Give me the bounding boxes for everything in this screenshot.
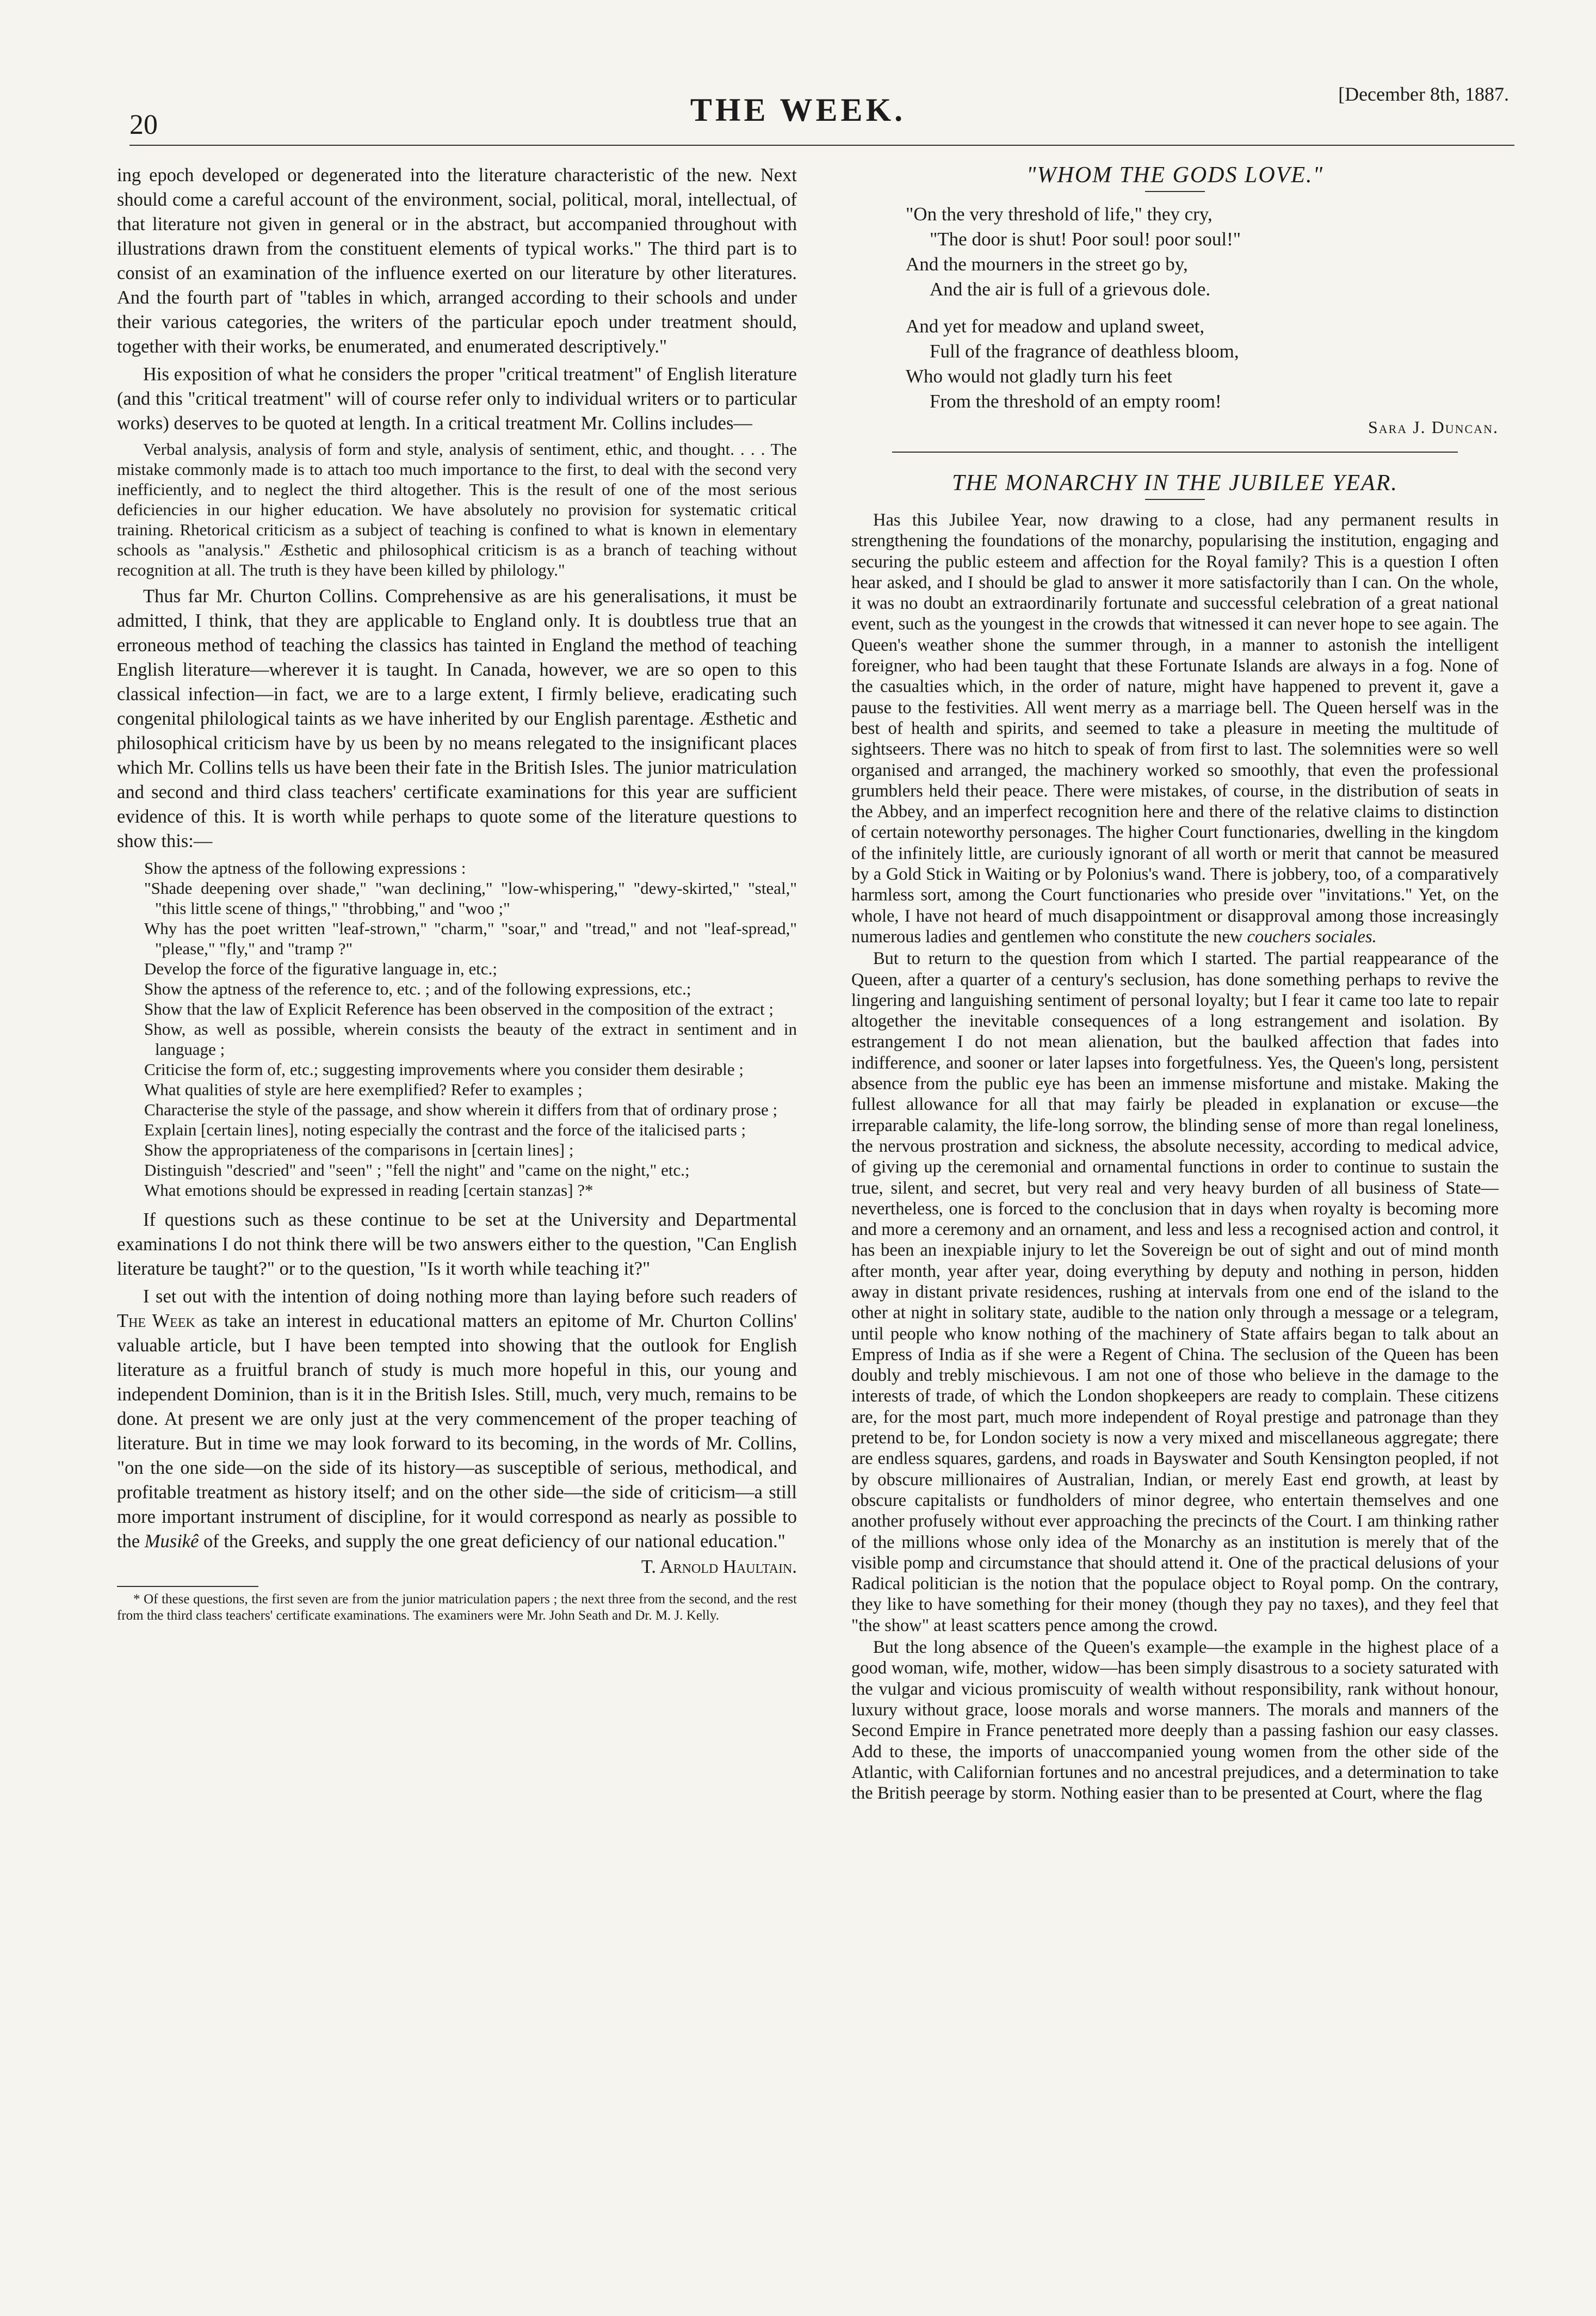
poem (906, 202, 1499, 414)
question-list (117, 858, 797, 1200)
question-item: What emotions should be expressed in reading [certain stanzas] ?* (144, 1181, 593, 1200)
question-item: "Shade deepening over shade," "wan declining," "low-whispering," "dewy-skirted," "steal," "this little scene of things," "throbbing," and "woo ;" (144, 879, 797, 918)
question-item: Show the aptness of the reference to, etc. ; and of the following expressions, etc.; (144, 979, 691, 998)
poem-author: Sara J. Duncan. (1368, 417, 1499, 437)
poem-line: And yet for meadow and upland sweet, (906, 316, 1205, 337)
paragraph: His exposition of what he considers the proper "critical treatment" of English literature (and this "critical treatment" will of course refer only to individual writers or to particular works) deserves to be quoted at length. In a critical treatment Mr. Collins includes— (117, 364, 797, 434)
question-item: Criticise the form of, etc.; suggesting improvements where you consider them desirable ; (144, 1060, 744, 1079)
journal-name: The Week (117, 1311, 195, 1331)
text-run: as take an interest in educational matters an epitome of Mr. Churton Collins' valuable article, but I have been tempted into showing that the outlook for English literature as a fruitful branch of study is much more hopeful in this, our young and independent Dominion, than is it in the British Isles. Still, much, very much, remains to be done. At present we are only just at the very commencement of the proper teaching of literature. But in time we may look forward to its becoming, in the words of Mr. Collins, "on the one side—on the side of its history—as susceptible of serious, methodical, and profitable treatment as history itself; and on the other side—the side of criticism—a still more important instrument of discipline, for it would correspond as nearly as possible to the (117, 1311, 797, 1552)
paragraph: But to return to the question from which I started. The partial reappearance of the Queen, after a quarter of a century's seclusion, has done something perhaps to revive the lingering and languishing sentiment of personal loyalty; but I fear it came too late to repair altogether the inevitable consequences of a long estrangement and isolation. By estrangement I do not mean alienation, but the baulked affection that fades into indifference, and sooner or later lapses into forgetfulness. Yes, the Queen's long, persistent absence from the public eye has been an immense misfortune and mistake. Making the fullest allowance for all that may fairly be pleaded in explanation or excuse—the irreparable calamity, the life-long sorrow, the blinding sense of more than regal loneliness, the nervous prostration and sickness, the absolute necessity, according to medical advice, of giving up the ceremonial and ornamental functions in order to continue to sustain the true, silent, and secret, but very real and very heavy burden of all business of State—nevertheless, one is forced to the conclusion that in days when royalty is becoming more and more a ceremony and an ornament, and less and less a recognised action and control, it has been an inexpiable injury to let the Sovereign be out of sight and out of mind month after month, year after year, doing everything by deputy and nothing in person, hidden away in distant private residences, rushing at intervals from one end of the island to the other at night in solitary state, audible to the nation only through a message or a telegram, until people who know nothing of the machinery of State affairs began to talk about an Empress of India as if she were a Regent of China. The seclusion of the Queen has been doubly and trebly mischievous. I am not one of those who believe in the damage to the interests of trade, of which the London shopkeepers are ready to complain. These citizens are, for the most part, much more independent of Royal prestige and patronage than they pretend to be, for London society is now a very mixed and miscellaneous aggregate; there are endless squares, gardens, and roads in Bayswater and South Kensington peopled, if not by obscure millionaires of Australian, Indian, or merely East end growth, at least by obscure capitalists or fundholders of minor degree, who entertain themselves and one another profusely without ever approaching the precincts of the Court. I am thinking rather of the millions whose only idea of the Monarchy as an institution is merely that of the visible pomp and circumstance that should attend it. One of the practical delusions of your Radical politician is the notion that the populace object to Royal pomp. On the contrary, they like to have something for their money (though they pay no taxes), and they feel that "the show" at least scatters pence among the crowd. (851, 949, 1499, 1635)
paragraph: ing epoch developed or degenerated into the literature characteristic of the new. Next should come a careful account of the environment, social, political, moral, intellectual, of that literature not given in general or in the abstract, but accompanied throughout with illustrations drawn from the constituent elements of typical works." The third part is to consist of an examination of the influence exerted on our literature by other literatures. And the fourth part of "tables in which, arranged according to their schools and under their various categories, the writers of the particular epoch under treatment should, together with their works, be enumerated, and enumerated descriptively." (117, 165, 797, 357)
italic-phrase: couchers sociales. (1247, 927, 1377, 947)
poem-title: "WHOM THE GODS LOVE." (1026, 163, 1324, 188)
poem-line: Who would not gladly turn his feet (906, 366, 1172, 387)
page-number: 20 (129, 109, 158, 140)
poem-line: Full of the fragrance of deathless bloom, (930, 341, 1239, 362)
question-item: Show that the law of Explicit Reference has been observed in the composition of the extract ; (144, 999, 774, 1018)
header-rule (129, 145, 1514, 146)
question-item: What qualities of style are here exemplified? Refer to examples ; (144, 1080, 583, 1099)
right-column (851, 163, 1499, 1805)
question-item: Distinguish "descried" and "seen" ; "fell the night" and "came on the night," etc.; (144, 1160, 690, 1179)
question-item: Show the aptness of the following expressions : (144, 859, 466, 878)
text-run: I set out with the intention of doing nothing more than laying before such readers of (143, 1286, 797, 1307)
page-header (0, 0, 1596, 152)
poem-line: From the threshold of an empty room! (930, 391, 1222, 412)
left-column (117, 163, 797, 1627)
question-item: Explain [certain lines], noting especially the contrast and the force of the italicised parts ; (144, 1120, 746, 1139)
paragraph: If questions such as these continue to be set at the University and Departmental examinations I do not think there will be two answers either to the question, "Can English literature be taught?" or to the question, "Is it worth while teaching it?" (117, 1209, 797, 1279)
block-quote (117, 439, 797, 580)
question-item: Why has the poet written "leaf-strown," "charm," "soar," and "tread," and not "leaf-spread," "please," "fly," and "tramp ?" (144, 919, 797, 958)
quote-text: Verbal analysis, analysis of form and style, analysis of sentiment, ethic, and thought. . . . The mistake commonly made is to attach too much importance to the first, to deal with the second very inefficiently, and to neglect the third altogether. This is the result of one of the most serious deficiencies in our higher education. We have absolutely no provision for systematic critical training. Rhetorical criticism as a subject of teaching is confined to what is known in elementary schools as "analysis." Æsthetic and philosophical criticism is as a branch of teaching without recognition at all. The truth is they have been killed by philology." (117, 440, 797, 579)
question-item: Show the appropriateness of the comparisons in [certain lines] ; (144, 1140, 574, 1159)
title-rule (1145, 499, 1205, 500)
italic-word: Musikê (144, 1531, 199, 1552)
text-run: Has this Jubilee Year, now drawing to a close, had any permanent results in strengthening the foundations of the monarchy, popularising the institution, engaging and securing the public esteem and affection for the Royal family? This is a question I often hear asked, and I should be glad to answer it more satisfactorily than I can. On the whole, it was no doubt an extraordinarily fortunate and successful celebration of a great national event, such as the youngest in the crowds that witnessed it can never hope to see again. The Queen's weather shone the summer through, in a manner to astonish the intelligent foreigner, who had been taught that these Fortunate Islands are always in a fog. None of the casualties which, in the order of nature, might have happened to prevent it, gave a pause to the festivities. All went merry as a marriage bell. The Queen herself was in the best of health and spirits, and seemed to take a pleasure in meeting the multitude of sightseers. There was no hitch to speak of from first to last. The solemnities were so well organised and arranged, the machinery worked so smoothly, that even the professional grumblers held their peace. There were mistakes, of course, in the distribution of seats in the Abbey, and an imperfect recognition here and there of the relative claims to distinction of certain noteworthy personages. The higher Court functionaries, dwelling in the kingdom of the infinitely little, are curiously ignorant of all worth or merit that cannot be measured by a Gold Stick in Waiting or by Polonius's wand. There is jobbery, too, of a comparatively harmless sort, among the Court functionaries who preside over "invitations." Yet, on the whole, I have not heard of much disappointment or disapproval among those increasingly numerous ladies and gentlemen who constitute the new (851, 510, 1499, 947)
poem-line: "The door is shut! Poor soul! poor soul!" (930, 228, 1241, 250)
paragraph (117, 1284, 797, 1579)
question-item: Characterise the style of the passage, and show wherein it differs from that of ordinary prose ; (144, 1100, 778, 1119)
paragraph: Thus far Mr. Churton Collins. Comprehensive as are his generalisations, it must be admitted, I think, that they are applicable to England only. It is doubtless true that an erroneous method of teaching the classics has tainted in England the method of teaching English literature—wherever it is taught. In Canada, however, we are so open to this classical infection—in fact, we are to a large extent, I firmly believe, eradicating such congenital philological taints as we have inherited by our English parentage. Æsthetic and philosophical criticism have by us been by no means relegated to the insignificant places which Mr. Collins tells us have been their fate in the British Isles. The junior matriculation and second and third class teachers' certificate examinations for this year are sufficient evidence of this. It is worth while perhaps to quote some of the literature questions to show this:— (117, 586, 797, 851)
title-rule (1145, 191, 1205, 192)
footnote: * Of these questions, the first seven are from the junior matriculation papers ; the next three from the second, and the rest from the third class teachers' certificate examinations. The examiners were Mr. John Seath and Dr. M. J. Kelly. (117, 1592, 797, 1623)
article-body (851, 510, 1499, 1804)
masthead: THE WEEK. (690, 92, 906, 128)
stanza-break (906, 302, 1499, 314)
footnote-rule (117, 1586, 258, 1587)
poem-line: "On the very threshold of life," they cry, (906, 203, 1213, 225)
text-run: of the Greeks, and supply the one great deficiency of our national education." (199, 1531, 785, 1552)
poem-line: And the air is full of a grievous dole. (930, 279, 1211, 300)
paragraph (851, 510, 1499, 947)
article-title: THE MONARCHY IN THE JUBILEE YEAR. (952, 471, 1398, 496)
author-signature: T. Arnold Haultain. (641, 1557, 797, 1577)
issue-date: [December 8th, 1887. (1338, 83, 1509, 105)
poem-line: And the mourners in the street go by, (906, 254, 1188, 275)
question-item: Develop the force of the figurative language in, etc.; (144, 959, 498, 978)
section-rule (892, 452, 1458, 453)
paragraph: But the long absence of the Queen's example—the example in the highest place of a good woman, wife, mother, widow—has been simply disastrous to a society saturated with the vulgar and vicious promiscuity of wealth without responsibility, rank without honour, luxury without grace, loose morals and worse manners. The morals and manners of the Second Empire in France penetrated more deeply than a passing fashion our easy classes. Add to these, the imports of unaccompanied young women from the other side of the Atlantic, with Californian fortunes and no ancestral prejudices, and a determination to take the British peerage by storm. Nothing easier than to be presented at Court, where the flag (851, 1638, 1499, 1804)
question-item: Show, as well as possible, wherein consists the beauty of the extract in sentiment and in language ; (144, 1020, 797, 1059)
